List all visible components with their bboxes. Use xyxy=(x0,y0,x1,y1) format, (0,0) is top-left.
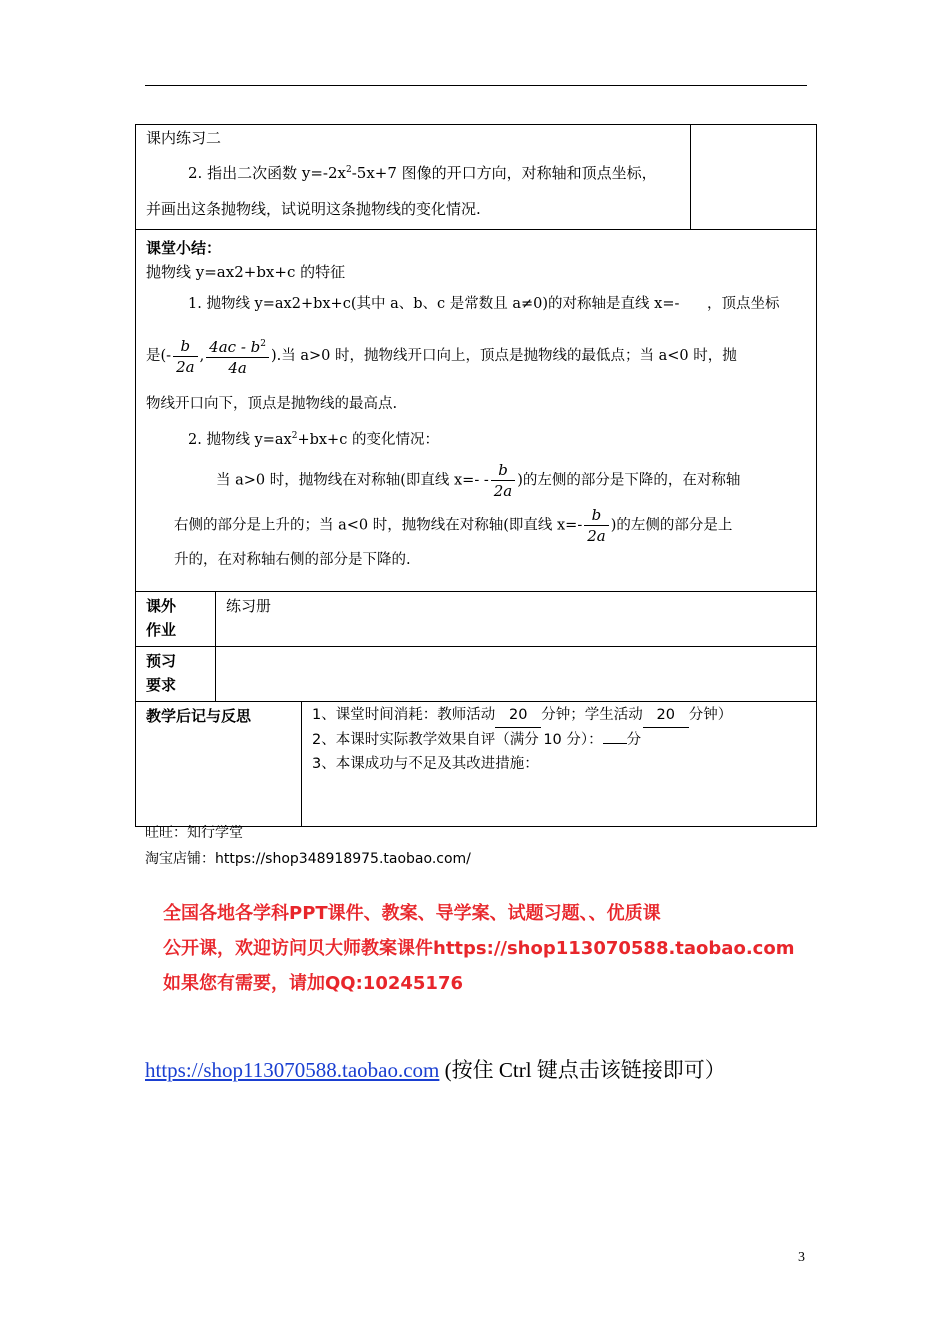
promo-line-3: 如果您有需要，请加QQ:10245176 xyxy=(163,973,463,994)
summary-point1-line3: 物线开口向下，顶点是抛物线的最高点. xyxy=(146,396,398,412)
header-rule xyxy=(145,85,807,86)
summary-cell xyxy=(136,230,817,592)
teacher-minutes: 20 xyxy=(495,703,541,728)
exercise-title: 课内练习二 xyxy=(146,129,222,147)
shop-link[interactable]: https://shop113070588.taobao.com xyxy=(145,1058,440,1082)
student-minutes: 20 xyxy=(643,703,689,728)
summary-point1-line2: 是(- $\frac{b}{2a}$ , $\frac{4ac - b^2}{4a}$ ).当 a>0 时，抛物线开口向上，顶点是抛物线的最低点；当 a<0 时，抛 xyxy=(146,334,806,378)
vertex-y-fraction: $\frac{4ac - b^2}{4a}$ xyxy=(206,334,269,378)
preview-label-cell xyxy=(136,647,216,702)
homework-label-1: 课外 xyxy=(146,597,177,615)
exercise-row xyxy=(136,125,817,230)
link-line xyxy=(145,1054,726,1084)
summary-subtitle: 抛物线 y=ax2+bx+c 的特征 xyxy=(146,263,346,281)
promo-line-2: 公开课，欢迎访问贝大师教案课件https://shop113070588.taobao.com xyxy=(163,938,795,959)
reflection-item-3: 3、本课成功与不足及其改进措施： xyxy=(312,756,539,772)
footer-shop: 淘宝店铺：https://shop348918975.taobao.com/ xyxy=(145,851,471,867)
summary-title: 课堂小结： xyxy=(146,239,222,257)
reflection-item-1: 1、课堂时间消耗：教师活动 20 分钟；学生活动 20 分钟） xyxy=(312,703,806,728)
preview-label-2: 要求 xyxy=(146,676,177,694)
exercise-question-line2: 并画出这条抛物线，试说明这条抛物线的变化情况. xyxy=(146,200,481,218)
homework-value: 练习册 xyxy=(226,597,272,615)
homework-label-cell xyxy=(136,592,216,647)
reflection-content-cell xyxy=(302,702,817,827)
self-score-blank xyxy=(603,743,627,744)
reflection-label: 教学后记与反思 xyxy=(146,707,252,725)
summary-point2-line3: 升的，在对称轴右侧的部分是下降的. xyxy=(174,551,411,568)
lesson-table xyxy=(135,124,817,827)
preview-value-cell xyxy=(216,647,817,702)
promo-line-1: 全国各地各学科PPT课件、教案、导学案、试题习题、、优质课 xyxy=(163,903,661,924)
preview-label-1: 预习 xyxy=(146,652,177,670)
axis-fraction-2: $\frac{b}{2a}$ xyxy=(584,505,609,546)
exercise-cell xyxy=(136,125,691,230)
summary-point1-line1: 1. 抛物线 y=ax2+bx+c(其中 a、b、c 是常数且 a≠0)的对称轴是直线 x=- ，顶点坐标 xyxy=(188,296,780,312)
exercise-question-line1: 2. 指出二次函数 $y=-2x^2-5x+7$ 图像的开口方向，对称轴和顶点坐标， xyxy=(188,164,657,182)
page-number: 3 xyxy=(798,1250,805,1265)
homework-value-cell xyxy=(216,592,817,647)
reflection-item-2: 2、本课时实际教学效果自评（满分 10 分）： 分 xyxy=(312,732,642,748)
exercise-side-cell xyxy=(691,125,817,230)
summary-point2-line1: 当 a>0 时，抛物线在对称轴(即直线 x=- - $\frac{b}{2a}$ )的左侧的部分是下降的，在对称轴 xyxy=(216,460,741,500)
summary-point2-line2: 右侧的部分是上升的；当 a<0 时，抛物线在对称轴(即直线 x=- $\frac{b}{2a}$ )的左侧的部分是上 xyxy=(174,505,733,545)
reflection-row xyxy=(136,702,817,827)
link-note: (按住 Ctrl 键点击该链接即可） xyxy=(444,1058,726,1082)
preview-row xyxy=(136,647,817,702)
vertex-x-fraction: $\frac{b}{2a}$ xyxy=(173,336,198,377)
summary-row xyxy=(136,230,817,592)
homework-label-2: 作业 xyxy=(146,621,177,639)
footer-wangwang: 旺旺：知行学堂 xyxy=(145,825,243,841)
summary-point2-title: 2. 抛物线 $y=ax^2+bx+c$ 的变化情况： xyxy=(188,431,439,448)
axis-fraction-1: $\frac{b}{2a}$ xyxy=(491,460,516,501)
homework-row xyxy=(136,592,817,647)
reflection-label-cell xyxy=(136,702,302,827)
